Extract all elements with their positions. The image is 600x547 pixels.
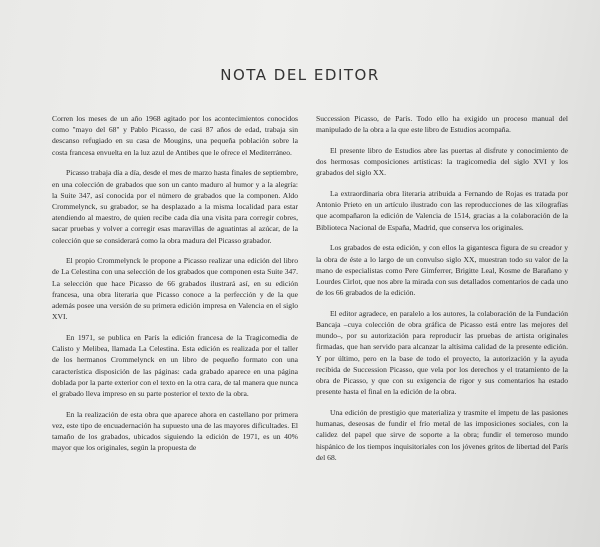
paragraph: Una edición de prestigio que materializa y trasmite el ímpetu de las pasiones humanas, deseosas de fundir el frío metal de las imposiciones sociales, con la calidez del papel que sirve de soporte a la obra; fundir el temeroso mundo hispánico de los tiempos inquisitoriales con los jóvenes gritos de libertad del París del 68. — [316, 407, 568, 462]
right-column — [316, 113, 568, 472]
paragraph: El editor agradece, en paralelo a los autores, la colaboración de la Fundación Bancaja –cuya colección de obra gráfica de Picasso está entre las mejores del mundo–, por su autorización para reproducir las pruebas de artista originales firmadas, que han servido para alcanzar la altísima calidad de la presente edición. Y por último, pero en la base de todo el proyecto, la autorización y la ayuda recibida de Succession Picasso, que vela por los derechos y el tratamiento de la obra de Picasso, y que con su exigencia de rigor y sus comentarios ha estado presente hasta el final en la edición de la obra. — [316, 308, 568, 397]
page-title: NOTA DEL EDITOR — [220, 66, 380, 84]
paragraph: En la realización de esta obra que aparece ahora en castellano por primera vez, este tipo de encuadernación ha supuesto una de las mayores dificultades. El tamaño de los grabados, ubicados siguiendo la edición de 1971, es un 40% mayor que los originales, según la propuesta de — [52, 409, 298, 453]
left-column — [52, 113, 298, 463]
paragraph: La extraordinaria obra literaria atribuida a Fernando de Rojas es tratada por Antonio Prieto en un artículo ilustrado con las reproducciones de las xilografías que acompañaron la edición de Valencia de 1514, gracias a la colaboración de la Biblioteca Nacional de España, Madrid, que conserva los originales. — [316, 189, 568, 232]
paragraph: En 1971, se publica en París la edición francesa de la Tragicomedia de Calisto y Melibea, llamada La Celestina. Esta edición es realizada por el taller de los hermanos Crommelynck en un libro de pequeño formato con una característica disposición de las páginas: cada grabado aparece en una página doblada por la parte exterior con el texto en la otra cara, de tal manera que nunca el grabado lleva impreso en su parte posterior el texto de la obra. — [52, 332, 298, 398]
paragraph: El presente libro de Estudios abre las puertas al disfrute y conocimiento de dos hermosas composiciones artísticas: la tragicomedia del siglo XVI y los grabados del siglo XX. — [316, 145, 568, 178]
paragraph: Los grabados de esta edición, y con ellos la gigantesca figura de su creador y la obra de éste a lo largo de un convulso siglo XX, muestran todo su valor de la mano de especialistas como Pere Gimferrer, Brigitte Leal, Kosme de Barañano y Lourdes Cirlot, que nos abre la mirada con sus detallados comentarios de cada uno de los 66 grabados de la edición. — [316, 243, 568, 298]
paragraph: El propio Crommelynck le propone a Picasso realizar una edición del libro de La Celestina con una selección de los grabados que componen esta Suite 347. La selección que hace Picasso de 66 grabados ilustrará así, en su edición francesa, una obra literaria que Picasso conoce a la perfección y de la que además posee una versión de su primera edición impresa en Valencia en el siglo XVI. — [52, 256, 298, 322]
paragraph: Picasso trabaja día a día, desde el mes de marzo hasta finales de septiembre, en una colección de grabados que son un canto maduro al humor y a la alegría: la Suite 347, así conocida por el número de grabados que la componen. Aldo Crommelynck, su grabador, se ha desplazado a la misma localidad para estar atendiendo al maestro, de quien recibe cada día una visita para corregir cobres, sacar pruebas y volver a corregir esas maravillas de aguatintas al azúcar, de la colección que se considerará como la obra madura del Picasso grabador. — [52, 168, 298, 245]
paragraph: Corren los meses de un año 1968 agitado por los acontecimientos conocidos como "mayo del 68" y Pablo Picasso, de casi 87 años de edad, trabaja sin descanso refugiado en su casa de Mougins, una pequeña población sobre la costa francesa envuelta en la luz azul de Antibes que le ofrece el Mediterráneo. — [52, 114, 298, 157]
paragraph: Succession Picasso, de París. Todo ello ha exigido un proceso manual del manipulado de la obra a la que este libro de Estudios acompaña. — [316, 114, 568, 135]
